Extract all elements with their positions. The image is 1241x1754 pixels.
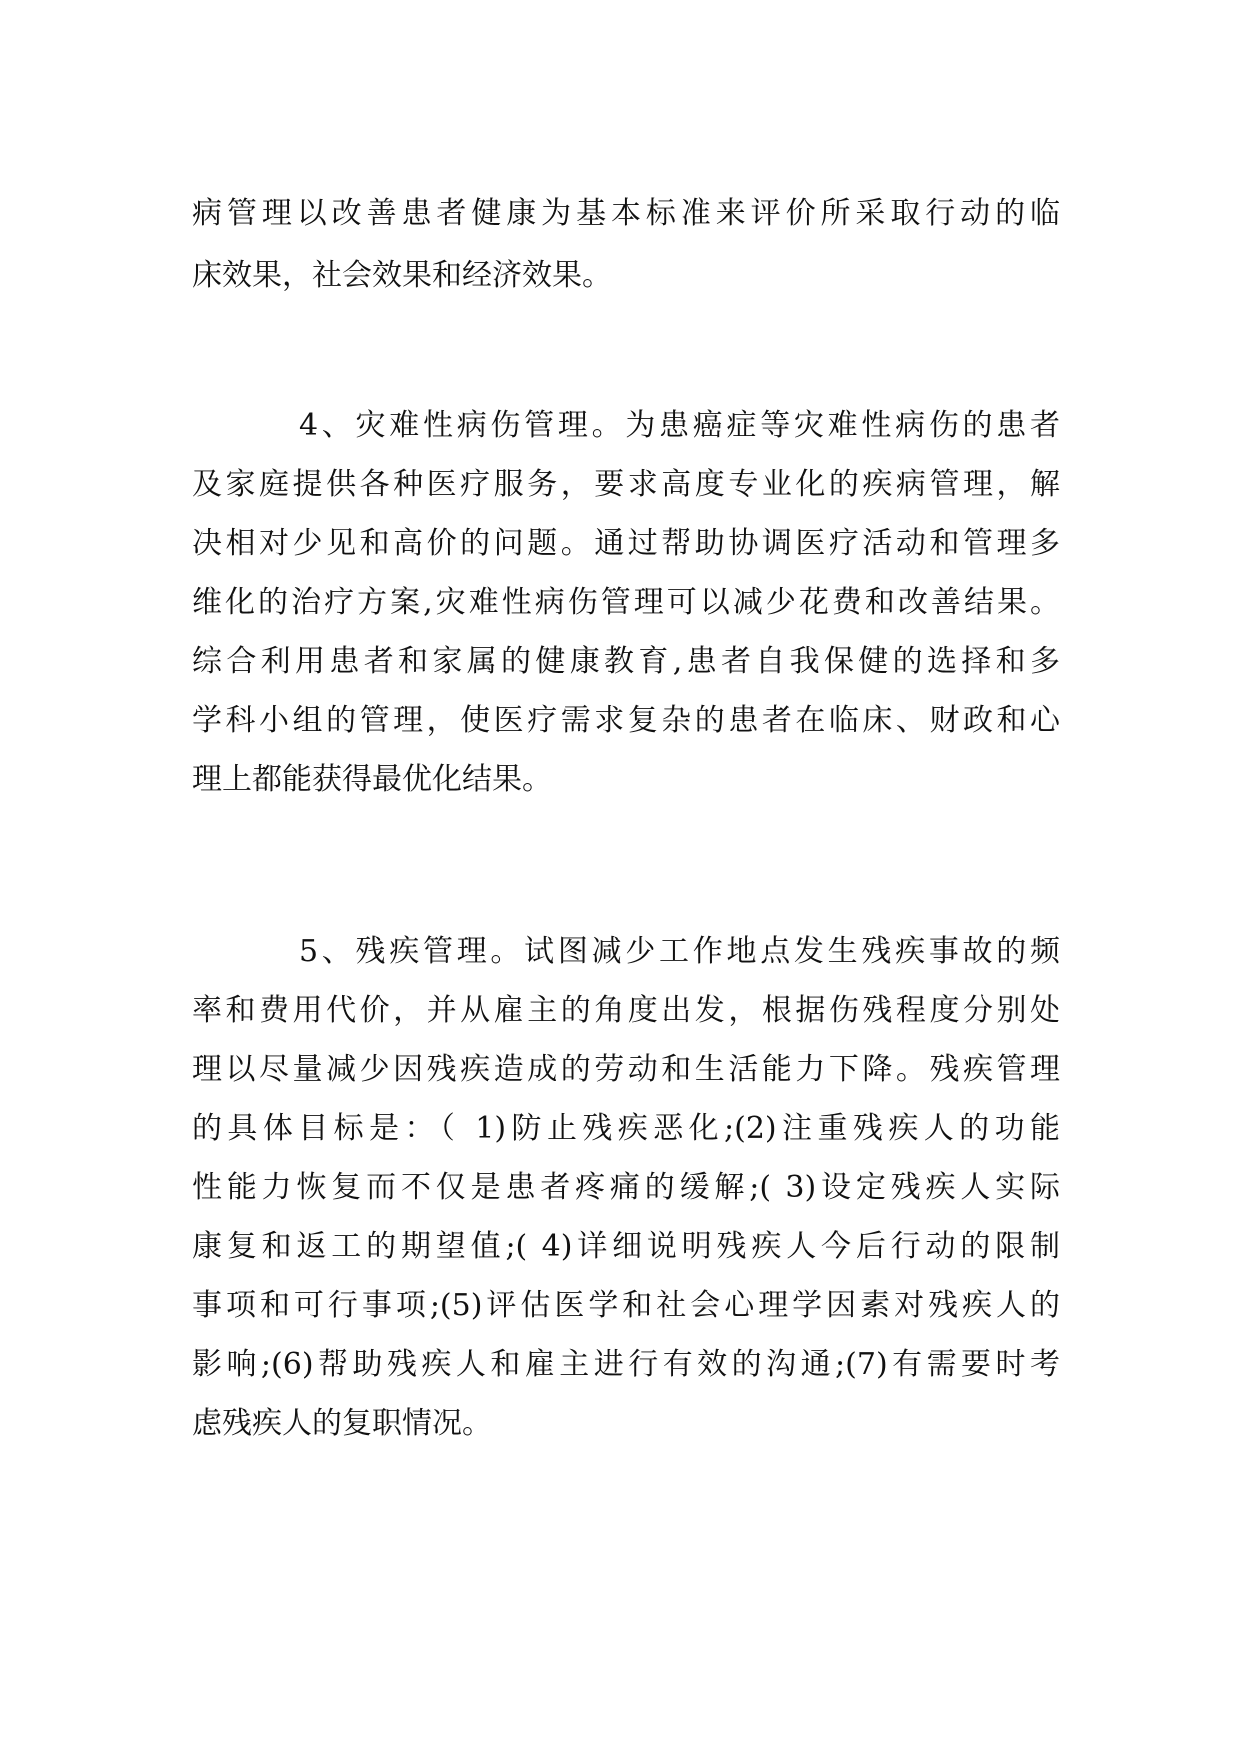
text-line: 病管理以改善患者健康为基本标准来评价所采取行动的临 <box>192 196 1060 231</box>
text-line: 4、灾难性病伤管理。为患癌症等灾难性病伤的患者 <box>299 408 1060 443</box>
text-line: 理以尽量减少因残疾造成的劳动和生活能力下降。残疾管理 <box>192 1052 1060 1087</box>
text-line: 学科小组的管理，使医疗需求复杂的患者在临床、财政和心 <box>192 703 1060 738</box>
paragraph-catastrophic-injury-management <box>192 396 1060 809</box>
text-line: 事项和可行事项;(5)评估医学和社会心理学因素对残疾人的 <box>192 1288 1060 1323</box>
text-line: 虑残疾人的复职情况。 <box>192 1406 492 1441</box>
text-line: 性能力恢复而不仅是患者疼痛的缓解;( 3)设定残疾人实际 <box>192 1170 1060 1205</box>
text-line: 床效果，社会效果和经济效果。 <box>192 258 612 293</box>
text-line: 的具体目标是：（ 1)防止残疾恶化;(2)注重残疾人的功能 <box>192 1111 1060 1146</box>
text-line: 康复和返工的期望值;( 4)详细说明残疾人今后行动的限制 <box>192 1229 1060 1264</box>
paragraph-continuation <box>192 183 1060 307</box>
text-line: 理上都能获得最优化结果。 <box>192 762 552 797</box>
text-line: 5、残疾管理。试图减少工作地点发生残疾事故的频 <box>299 934 1060 969</box>
text-line: 决相对少见和高价的问题。通过帮助协调医疗活动和管理多 <box>192 526 1060 561</box>
text-line: 维化的治疗方案,灾难性病伤管理可以减少花费和改善结果。 <box>192 585 1060 620</box>
text-line: 及家庭提供各种医疗服务，要求高度专业化的疾病管理，解 <box>192 467 1060 502</box>
text-line: 率和费用代价，并从雇主的角度出发，根据伤残程度分别处 <box>192 993 1060 1028</box>
paragraph-disability-management <box>192 922 1060 1453</box>
text-line: 综合利用患者和家属的健康教育,患者自我保健的选择和多 <box>192 644 1060 679</box>
text-line: 影响;(6)帮助残疾人和雇主进行有效的沟通;(7)有需要时考 <box>192 1347 1060 1382</box>
